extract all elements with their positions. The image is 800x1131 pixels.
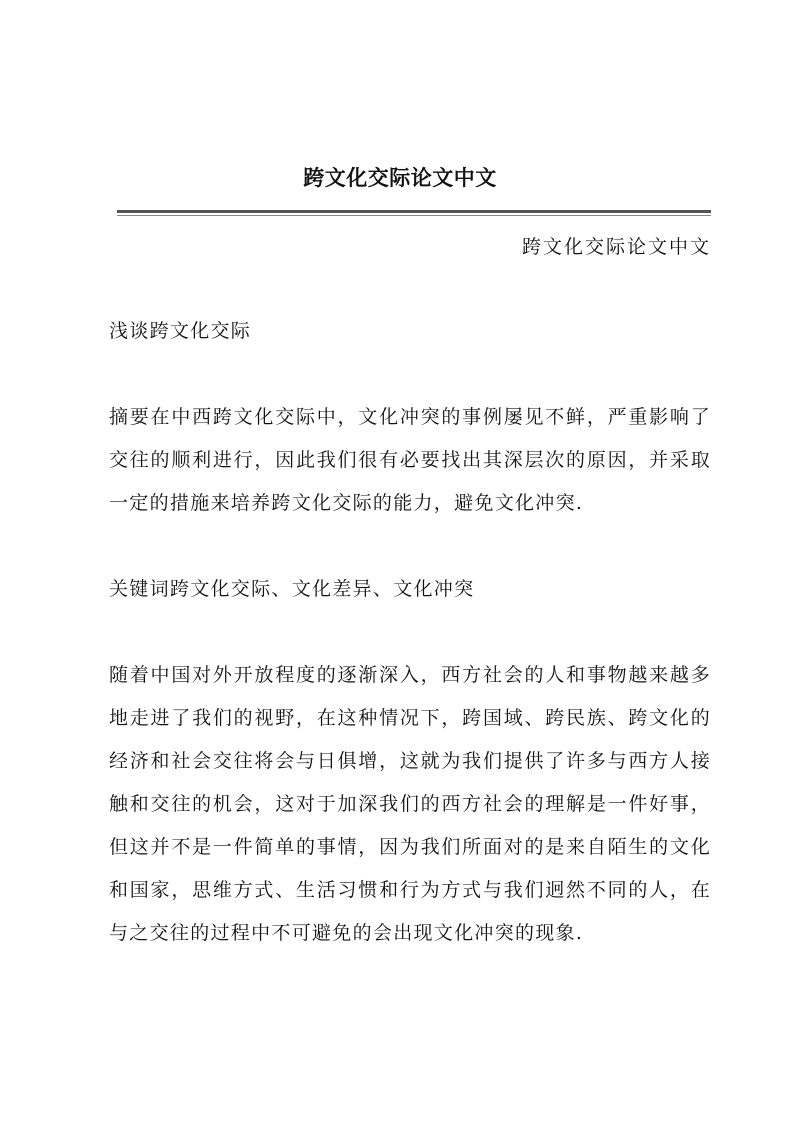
document-body [109,310,711,955]
document-title: 跨文化交际论文中文 [303,165,497,190]
keywords-paragraph: 关键词跨文化交际、文化差异、文化冲突 [109,578,475,600]
header-rule-thick [117,210,711,213]
document-subtitle: 跨文化交际论文中文 [521,236,711,258]
body-paragraph: 随着中国对外开放程度的逐渐深入，西方社会的人和事物越来越多地走进了我们的视野，在这种情况下，跨国域、跨民族、跨文化的经济和社会交往将会与日俱增，这就为我们提供了许多与西方人接触和交往的机会，这对于加深我们的西方社会的理解是一件好事，但这并不是一件简单的事情，因为我们所面对的是来自陌生的文化和国家，思维方式、生活习惯和行为方式与我们迥然不同的人，在与之交往的过程中不可避免的会出现文化冲突的现象. [109,664,711,944]
abstract-paragraph: 摘要在中西跨文化交际中，文化冲突的事例屡见不鲜，严重影响了交往的顺利进行，因此我们很有必要找出其深层次的原因，并采取一定的措施来培养跨文化交际的能力，避免文化冲突. [109,406,711,514]
header-rule-thin [117,215,711,216]
section-heading: 浅谈跨文化交际 [109,320,252,342]
